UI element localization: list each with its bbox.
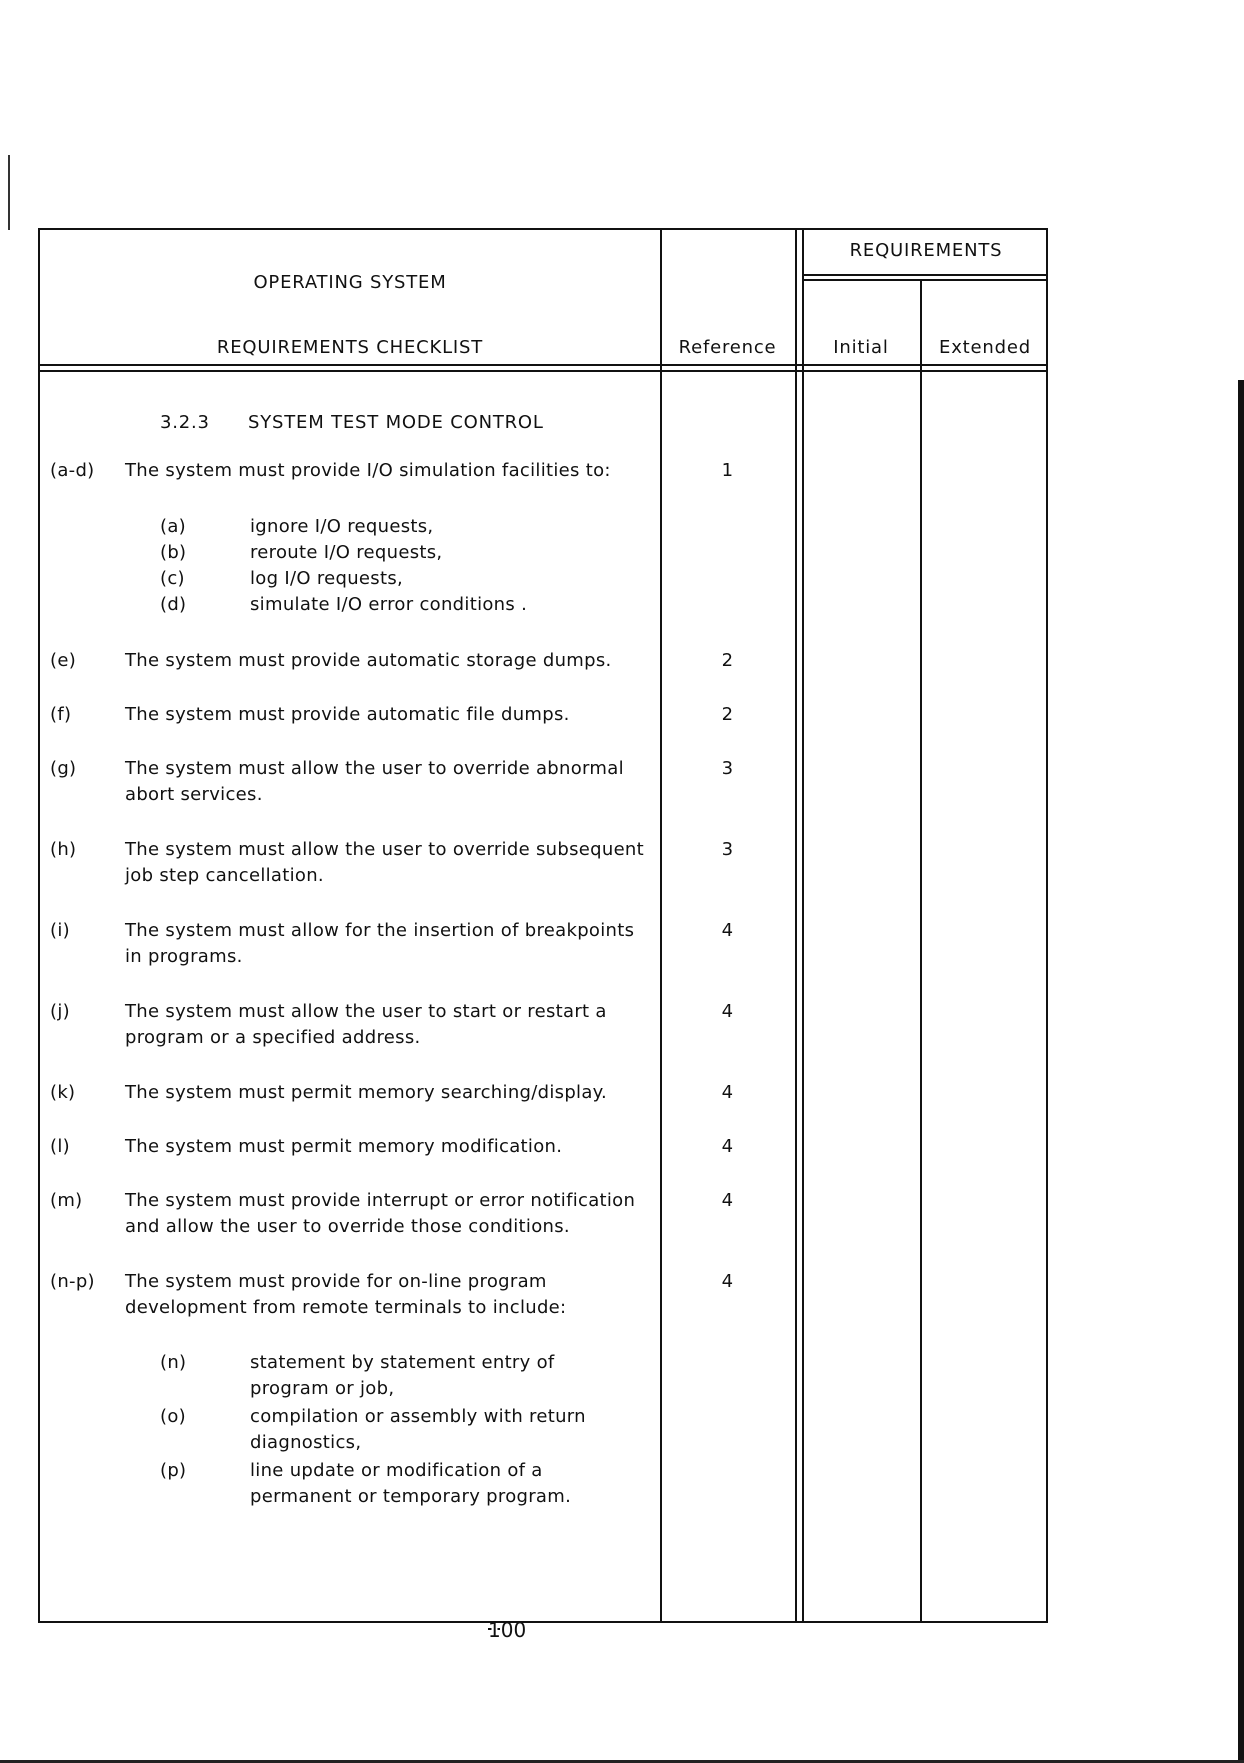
item-reference: 4 [721,1082,734,1103]
item-reference: 4 [721,1271,734,1292]
sub-item-label: (o) [160,1406,186,1427]
item-label: (h) [50,839,77,860]
item-text: and allow the user to override those conditions. [125,1216,570,1237]
item-text: The system must allow for the insertion of breakpoints [125,920,635,941]
sub-item-text: program or job, [250,1378,395,1399]
item-label: (m) [50,1190,83,1211]
item-label: (a-d) [50,460,95,481]
sub-item-text: compilation or assembly with return [250,1406,586,1427]
item-text: The system must allow the user to override abnormal [125,758,624,779]
section-title: SYSTEM TEST MODE CONTROL [248,412,544,433]
item-label: (n-p) [50,1271,95,1292]
sub-item-label: (a) [160,516,186,537]
header-initial: Initial [833,337,889,358]
item-reference: 4 [721,1136,734,1157]
item-text: The system must provide automatic file dumps. [125,704,570,725]
header-title-line2: REQUIREMENTS CHECKLIST [216,337,484,358]
item-reference: 4 [721,1001,734,1022]
item-text: The system must provide interrupt or error notification [125,1190,636,1211]
sub-item-text: log I/O requests, [250,568,404,589]
sub-item-text: diagnostics, [250,1432,362,1453]
rule-initial-extended [920,280,922,1621]
sub-item-label: (b) [160,542,187,563]
item-label: (e) [50,650,77,671]
header-reference: Reference [678,337,777,358]
item-text: in programs. [125,946,243,967]
item-reference: 2 [721,704,734,725]
item-label: (k) [50,1082,76,1103]
sub-item-label: (n) [160,1352,187,1373]
sub-item-text: statement by statement entry of [250,1352,555,1373]
item-text: The system must allow the user to start or restart a [125,1001,607,1022]
sub-item-text: permanent or temporary program. [250,1486,572,1507]
sub-item-label: (p) [160,1460,187,1481]
item-text: The system must permit memory modification. [125,1136,563,1157]
rule-header-bottom [40,364,1046,366]
sub-item-label: (d) [160,594,187,615]
rule-reference-right [795,230,797,1621]
item-label: (l) [50,1136,70,1157]
item-text: job step cancellation. [125,865,324,886]
item-text: The system must provide for on-line program [125,1271,547,1292]
item-text: The system must provide I/O simulation facilities to: [125,460,611,481]
item-reference: 3 [721,758,734,779]
checklist-table [38,228,1048,1623]
item-text: The system must provide automatic storage dumps. [125,650,612,671]
sub-item-label: (c) [160,568,185,589]
item-reference: 1 [721,460,734,481]
item-label: (g) [50,758,77,779]
item-reference: 4 [721,1190,734,1211]
item-text: abort services. [125,784,263,805]
item-text: The system must allow the user to override subsequent [125,839,645,860]
header-title-line1: OPERATING SYSTEM [253,272,447,293]
sub-item-text: line update or modification of a [250,1460,543,1481]
item-reference: 3 [721,839,734,860]
sub-item-text: ignore I/O requests, [250,516,434,537]
item-text: development from remote terminals to include: [125,1297,567,1318]
item-label: (j) [50,1001,70,1022]
item-label: (f) [50,704,72,725]
item-reference: 4 [721,920,734,941]
sub-item-text: simulate I/O error conditions . [250,594,528,615]
rule-header-bottom-2 [40,370,1046,372]
header-requirements: REQUIREMENTS [849,240,1003,261]
page-number: 100 [488,1618,527,1642]
scan-right-edge [1238,380,1244,1763]
scan-left-edge-mark [8,155,10,230]
rule-requirements-under-2 [802,279,1046,281]
item-reference: 2 [721,650,734,671]
item-text: The system must permit memory searching/display. [125,1082,608,1103]
rule-requirements-under [802,274,1046,276]
header-extended: Extended [939,337,1031,358]
rule-requirements-double [802,230,804,1621]
item-text: program or a specified address. [125,1027,421,1048]
sub-item-text: reroute I/O requests, [250,542,443,563]
item-label: (i) [50,920,70,941]
section-number: 3.2.3 [160,412,210,433]
